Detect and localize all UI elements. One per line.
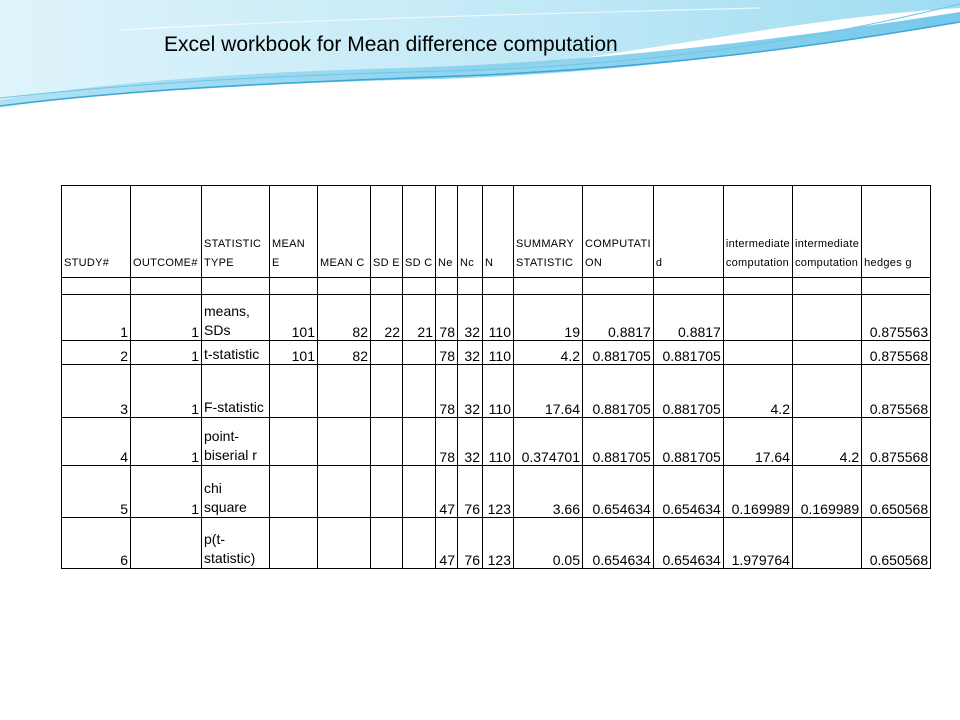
header-cell: MEAN E: [270, 186, 318, 278]
cell: 32: [458, 341, 483, 365]
cell: F-statistic: [202, 365, 270, 418]
cell: 32: [458, 295, 483, 341]
cell: 110: [483, 365, 514, 418]
header-cell: STATISTIC TYPE: [202, 186, 270, 278]
cell: 78: [436, 341, 458, 365]
header-cell: hedges g: [862, 186, 931, 278]
cell: [270, 418, 318, 466]
cell: 0.875568: [862, 365, 931, 418]
cell: [792, 341, 861, 365]
cell: [270, 466, 318, 518]
cell: 17.64: [514, 365, 583, 418]
header-row: [62, 186, 931, 278]
cell: 4.2: [514, 341, 583, 365]
cell: t-statistic: [202, 341, 270, 365]
header-cell: MEAN C: [318, 186, 371, 278]
cell: [792, 518, 861, 569]
cell: 110: [483, 418, 514, 466]
cell: 0.881705: [583, 418, 654, 466]
cell: means, SDs: [202, 295, 270, 341]
header-cell: intermediate computation: [723, 186, 792, 278]
header-cell: STUDY#: [62, 186, 131, 278]
table-row: [62, 518, 931, 569]
cell: 1.979764: [723, 518, 792, 569]
cell: 0.881705: [653, 365, 723, 418]
cell: 1: [62, 295, 131, 341]
cell: [403, 365, 436, 418]
cell: [403, 518, 436, 569]
cell: 101: [270, 341, 318, 365]
cell: 78: [436, 418, 458, 466]
cell: 0.8817: [653, 295, 723, 341]
cell: 1: [131, 341, 202, 365]
cell: 0.650568: [862, 518, 931, 569]
cell: 17.64: [723, 418, 792, 466]
cell: 0.875568: [862, 341, 931, 365]
cell: 78: [436, 365, 458, 418]
cell: 0.654634: [583, 466, 654, 518]
header-cell: SD E: [371, 186, 403, 278]
cell: 22: [371, 295, 403, 341]
decorative-wave-banner: [0, 0, 960, 130]
cell: 32: [458, 365, 483, 418]
cell: 47: [436, 466, 458, 518]
excel-worksheet-table: [61, 185, 931, 569]
header-cell: intermediate computation: [792, 186, 861, 278]
cell: 76: [458, 466, 483, 518]
cell: 21: [403, 295, 436, 341]
header-cell: OUTCOME#: [131, 186, 202, 278]
cell: [318, 418, 371, 466]
table-row: [62, 295, 931, 341]
cell: [723, 295, 792, 341]
cell: [723, 341, 792, 365]
cell: 110: [483, 295, 514, 341]
cell: 82: [318, 295, 371, 341]
cell: 0.881705: [653, 418, 723, 466]
cell: [270, 365, 318, 418]
cell: 82: [318, 341, 371, 365]
cell: [403, 418, 436, 466]
cell: 0.654634: [583, 518, 654, 569]
table-row: [62, 466, 931, 518]
cell: [270, 518, 318, 569]
cell: 0.875563: [862, 295, 931, 341]
slide-title: Excel workbook for Mean difference computation: [164, 33, 618, 56]
cell: 0.875568: [862, 418, 931, 466]
cell: point-biserial r: [202, 418, 270, 466]
table-row: [62, 341, 931, 365]
cell: [318, 518, 371, 569]
header-cell: SUMMARY STATISTIC: [514, 186, 583, 278]
cell: 5: [62, 466, 131, 518]
cell: 0.881705: [583, 365, 654, 418]
cell: [792, 295, 861, 341]
cell: 4: [62, 418, 131, 466]
cell: 0.654634: [653, 466, 723, 518]
cell: 19: [514, 295, 583, 341]
cell: 3.66: [514, 466, 583, 518]
cell: [318, 365, 371, 418]
cell: 76: [458, 518, 483, 569]
header-cell: d: [653, 186, 723, 278]
cell: 0.169989: [792, 466, 861, 518]
cell: [792, 365, 861, 418]
cell: chi square: [202, 466, 270, 518]
spacer-row: [62, 278, 931, 295]
header-cell: Nc: [458, 186, 483, 278]
cell: [403, 341, 436, 365]
cell: 0.654634: [653, 518, 723, 569]
cell: 0.374701: [514, 418, 583, 466]
cell: 47: [436, 518, 458, 569]
header-cell: COMPUTATI ON: [583, 186, 654, 278]
cell: [371, 466, 403, 518]
cell: p(t-statistic): [202, 518, 270, 569]
cell: 32: [458, 418, 483, 466]
cell: 0.05: [514, 518, 583, 569]
cell: [318, 466, 371, 518]
cell: 78: [436, 295, 458, 341]
cell: 1: [131, 295, 202, 341]
cell: [403, 466, 436, 518]
header-cell: Ne: [436, 186, 458, 278]
cell: 4.2: [723, 365, 792, 418]
cell: 4.2: [792, 418, 861, 466]
cell: 101: [270, 295, 318, 341]
cell: 6: [62, 518, 131, 569]
table-row: [62, 418, 931, 466]
cell: 1: [131, 466, 202, 518]
cell: 0.650568: [862, 466, 931, 518]
cell: [131, 518, 202, 569]
cell: [371, 365, 403, 418]
cell: 1: [131, 365, 202, 418]
cell: 0.881705: [653, 341, 723, 365]
header-cell: SD C: [403, 186, 436, 278]
cell: 110: [483, 341, 514, 365]
header-cell: N: [483, 186, 514, 278]
cell: 2: [62, 341, 131, 365]
cell: [371, 518, 403, 569]
cell: 0.881705: [583, 341, 654, 365]
cell: 0.8817: [583, 295, 654, 341]
cell: 123: [483, 466, 514, 518]
table-row: [62, 365, 931, 418]
cell: [371, 418, 403, 466]
cell: 123: [483, 518, 514, 569]
cell: 0.169989: [723, 466, 792, 518]
cell: 1: [131, 418, 202, 466]
cell: [371, 341, 403, 365]
cell: 3: [62, 365, 131, 418]
